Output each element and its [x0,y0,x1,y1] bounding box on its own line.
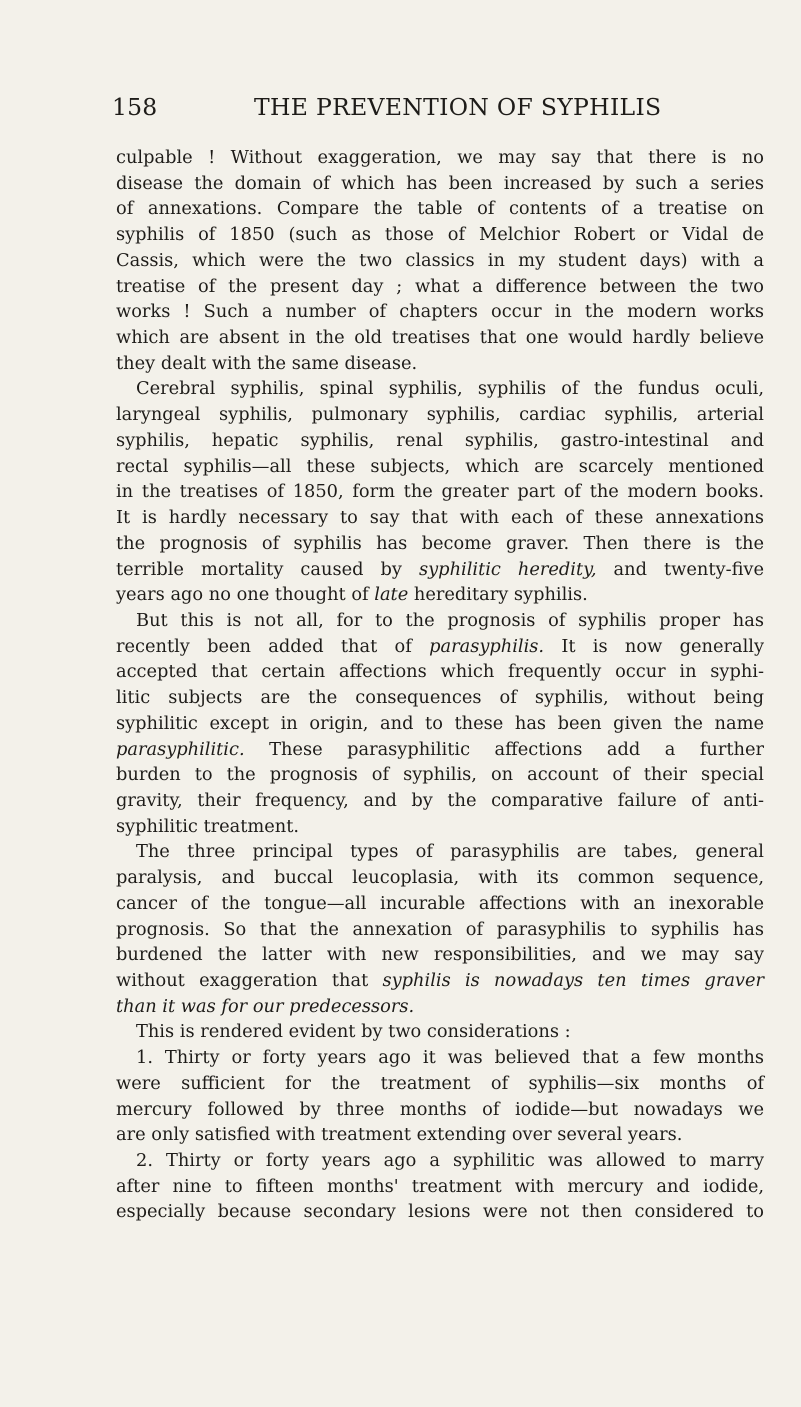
text-line: works ! Such a number of chapters occur in the modern works [116,301,764,323]
text-line: The three principal types of parasyphilis are tabes, general [136,841,764,863]
text-line: of annexations. Compare the table of contents of a treatise on [116,198,764,220]
italic-phrase: than it was for our predecessors. [116,995,415,1017]
text-line: after nine to fifteen months' treatment with mercury and iodide, [116,1175,764,1197]
running-head [112,92,754,122]
text-line: syphilitic except in origin, and to these has been given the name [116,712,764,734]
text-line: treatise of the present day ; what a difference between the two [116,275,764,297]
text-line: It is hardly necessary to say that with each of these annexations [116,507,764,529]
text-line: This is rendered evident by two considerations : [136,1021,571,1043]
text-line: paralysis, and buccal leucoplasia, with its common sequence, [116,867,764,889]
text-line [116,994,764,1020]
text-line: 1. Thirty or forty years ago it was believed that a few months [136,1047,764,1069]
text-line: syphilis of 1850 (such as those of Melchior Robert or Vidal de [116,224,764,246]
italic-phrase: syphilis is nowadays ten times graver [382,970,764,991]
text-line: syphilis, hepatic syphilis, renal syphilis, gastro-intestinal and [116,429,764,451]
text-line [116,737,764,763]
text-line: which are absent in the old treatises that one would hardly believe [116,327,764,349]
italic-phrase: syphilitic heredity, [419,558,597,580]
text-line: 2. Thirty or forty years ago a syphilitic was allowed to marry [136,1150,764,1172]
text-line: laryngeal syphilis, pulmonary syphilis, cardiac syphilis, arterial [116,404,764,426]
text-line: Cerebral syphilis, spinal syphilis, syphilis of the fundus oculi, [136,378,764,400]
italic-word: parasyphilitic. [116,738,245,760]
page-number: 158 [112,93,158,121]
text-line: the prognosis of syphilis has become graver. Then there is the [116,532,764,554]
running-title: THE PREVENTION OF SYPHILIS [254,93,662,121]
text-line: in the treatises of 1850, form the greater part of the modern books. [116,481,764,503]
text-line: culpable ! Without exaggeration, we may say that there is no [116,147,764,168]
text-line: mercury followed by three months of iodide—but nowadays we [116,1098,764,1120]
italic-word: parasyphilis. [429,635,545,657]
text-run: These parasyphilitic affections add a further [269,738,765,760]
text-line: Cassis, which were the two classics in my student days) with a [116,249,764,271]
text-line: rectal syphilis—all these subjects, which are scarcely mentioned [116,455,764,477]
text-run: hereditary syphilis. [413,584,588,606]
text-line: burdened the latter with new responsibilities, and we may say [116,944,764,966]
text-line: burden to the prognosis of syphilis, on account of their special [116,764,764,786]
text-line [116,968,764,994]
text-line: accepted that certain affections which frequently occur in syphi- [116,661,764,683]
text-run: without exaggeration that [116,970,369,991]
text-line: they dealt with the same disease. [116,352,418,374]
text-line [116,557,764,583]
text-line [116,582,764,608]
italic-word: late [374,584,409,606]
text-line: cancer of the tongue—all incurable affections with an inexorable [116,892,764,914]
text-run: terrible mortality caused by [116,558,402,580]
text-line: were sufficient for the treatment of syphilis—six months of [116,1072,764,1094]
text-line [116,634,764,660]
text-line: litic subjects are the consequences of syphilis, without being [116,687,764,709]
text-run: and twenty-five [613,558,765,580]
text-line: But this is not all, for to the prognosis of syphilis proper has [136,609,764,631]
text-run: recently been added that of [116,635,412,657]
text-run: It is now generally [561,635,764,657]
text-line: gravity, their frequency, and by the comparative failure of anti- [116,789,764,811]
text-line: syphilitic treatment. [116,815,300,837]
text-line: prognosis. So that the annexation of parasyphilis to syphilis has [116,918,764,940]
text-line: disease the domain of which has been increased by such a series [116,172,764,194]
text-line: especially because secondary lesions were not then considered to [116,1201,764,1223]
text-run: years ago no one thought of [116,584,369,606]
text-line: are only satisfied with treatment extending over several years. [116,1124,683,1146]
body-text [116,145,764,1225]
